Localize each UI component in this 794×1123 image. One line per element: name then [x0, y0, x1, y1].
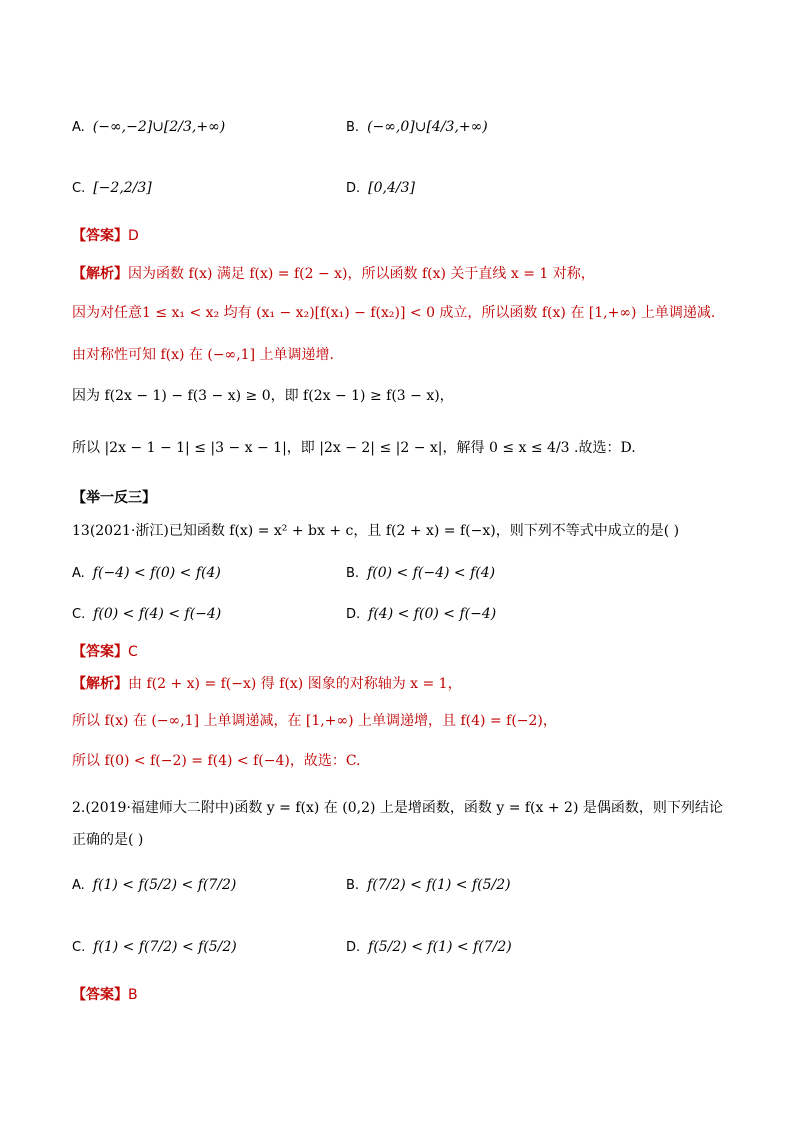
q1-option-b — [346, 116, 488, 139]
q3-option-a — [72, 874, 236, 897]
answer-label: 【答案】 — [72, 644, 128, 660]
analysis-text: 由 f(2 + x) = f(−x) 得 f(x) 图象的对称轴为 x = 1， — [128, 676, 462, 692]
q2-option-c — [72, 603, 221, 626]
option-key: D. — [346, 181, 361, 196]
q1-analysis-line-5: 所以 |2x − 1 − 1| ≤ |3 − x − 1|，即 |2x − 2| ≤ |2 − x|，解得 0 ≤ x ≤ 4/3 .故选：D. — [72, 440, 636, 456]
answer-value: C — [128, 644, 138, 660]
option-expr: f(−4) < f(0) < f(4) — [92, 565, 221, 581]
q1-analysis-line-2: 因为对任意1 ≤ x₁ < x₂ 均有 (x₁ − x₂)[f(x₁) − f(x₂)] < 0 成立，所以函数 f(x) 在 [1,+∞) 上单调递减. — [72, 305, 716, 321]
option-key: B. — [346, 566, 360, 581]
q3-option-d — [346, 936, 512, 959]
answer-value: D — [128, 228, 139, 244]
option-key: A. — [72, 566, 85, 581]
option-expr: [−2,2/3] — [93, 180, 152, 196]
q2-analysis-line-2: 所以 f(x) 在 (−∞,1] 上单调递减，在 [1,+∞) 上单调递增，且 f(4) = f(−2)， — [72, 713, 557, 729]
option-expr: f(0) < f(4) < f(−4) — [93, 606, 222, 622]
analysis-text: 因为函数 f(x) 满足 f(x) = f(2 − x)，所以函数 f(x) 关于直线 x = 1 对称， — [128, 266, 595, 282]
analysis-label: 【解析】 — [72, 676, 128, 692]
option-key: A. — [72, 878, 85, 893]
q1-option-c — [72, 177, 152, 200]
option-key: D. — [346, 940, 361, 955]
q3-answer — [72, 984, 138, 1006]
option-expr: f(4) < f(0) < f(−4) — [368, 606, 497, 622]
analysis-label: 【解析】 — [72, 266, 128, 282]
q1-analysis-line-3: 由对称性可知 f(x) 在 (−∞,1] 上单调递增. — [72, 347, 334, 363]
option-key: B. — [346, 120, 360, 135]
q2-option-a — [72, 562, 221, 585]
section-title: 【举一反三】 — [72, 490, 156, 506]
q1-option-d — [346, 177, 415, 200]
q2-analysis-line-3: 所以 f(0) < f(−2) = f(4) < f(−4)，故选：C. — [72, 753, 361, 769]
q1-option-a — [72, 116, 225, 139]
option-expr: f(1) < f(7/2) < f(5/2) — [93, 939, 237, 955]
q2-answer — [72, 641, 138, 663]
answer-label: 【答案】 — [72, 228, 128, 244]
q1-answer — [72, 225, 139, 247]
option-expr: (−∞,0]∪[4/3,+∞) — [367, 119, 488, 135]
answer-value: B — [128, 987, 138, 1003]
q1-analysis-line-4: 因为 f(2x − 1) − f(3 − x) ≥ 0，即 f(2x − 1) ≥ f(3 − x)， — [72, 388, 454, 404]
q2-analysis-line-1 — [72, 673, 462, 695]
q1-analysis-line-1 — [72, 263, 595, 285]
q3-option-c — [72, 936, 237, 959]
option-expr: f(7/2) < f(1) < f(5/2) — [367, 877, 511, 893]
option-expr: (−∞,−2]∪[2/3,+∞) — [92, 119, 226, 135]
option-key: C. — [72, 940, 86, 955]
q3-stem-line-1: 2.(2019·福建师大二附中)函数 y = f(x) 在 (0,2) 上是增函数，函数 y = f(x + 2) 是偶函数，则下列结论 — [72, 800, 723, 816]
q3-stem-line-2: 正确的是( ) — [72, 832, 144, 848]
q3-option-b — [346, 874, 511, 897]
q2-option-d — [346, 603, 496, 626]
answer-label: 【答案】 — [72, 987, 128, 1003]
option-key: B. — [346, 878, 360, 893]
option-expr: f(0) < f(−4) < f(4) — [367, 565, 496, 581]
option-expr: f(1) < f(5/2) < f(7/2) — [92, 877, 237, 893]
option-key: D. — [346, 607, 361, 622]
option-key: C. — [72, 181, 86, 196]
option-expr: f(5/2) < f(1) < f(7/2) — [368, 939, 512, 955]
option-expr: [0,4/3] — [368, 180, 415, 196]
option-key: C. — [72, 607, 86, 622]
option-key: A. — [72, 120, 85, 135]
q2-option-b — [346, 562, 495, 585]
q2-stem: 13(2021·浙江)已知函数 f(x) = x² + bx + c，且 f(2 + x) = f(−x)，则下列不等式中成立的是( ) — [72, 523, 680, 539]
